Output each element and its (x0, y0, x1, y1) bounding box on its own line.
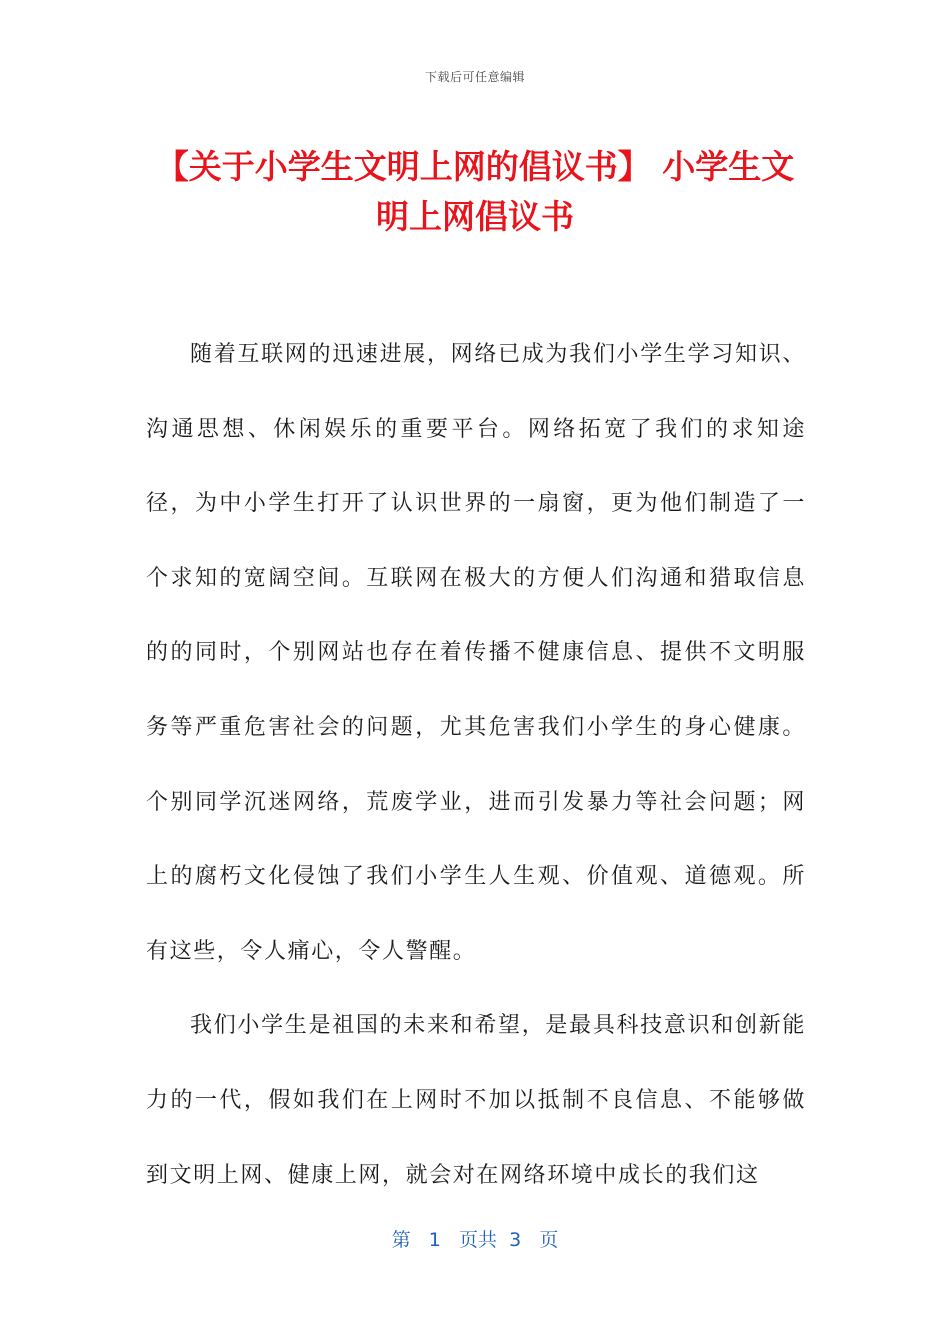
footer-suffix: 页 (539, 1229, 559, 1251)
document-body (146, 318, 806, 1213)
footer-middle: 页共 (459, 1229, 498, 1251)
paragraph: 我们小学生是祖国的未来和希望，是最具科技意识和创新能力的一代，假如我们在上网时不加以抵制不良信息、不能够做到文明上网、健康上网，就会对在网络环境中成长的我们这 (146, 1013, 806, 1188)
footer-total-pages: 3 (509, 1229, 522, 1251)
header-note: 下载后可任意编辑 (424, 70, 525, 84)
paragraph: 随着互联网的迅速进展，网络已成为我们小学生学习知识、沟通思想、休闲娱乐的重要平台。网络拓宽了我们的求知途径，为中小学生打开了认识世界的一扇窗，更为他们制造了一个求知的宽阔空间。互联网在极大的方便人们沟通和猎取信息的的同时，个别网站也存在着传播不健康信息、提供不文明服务等严重危害社会的问题，尤其危害我们小学生的身心健康。个别同学沉迷网络，荒废学业，进而引发暴力等社会问题；网上的腐朽文化侵蚀了我们小学生人生观、价值观、道德观。所有这些，令人痛心，令人警醒。 (146, 342, 806, 964)
page-footer (0, 1225, 950, 1252)
document-title: 【关于小学生文明上网的倡议书】 小学生文明上网倡议书 (155, 147, 795, 236)
footer-prefix: 第 (391, 1229, 411, 1251)
footer-page-number: 1 (428, 1229, 441, 1251)
